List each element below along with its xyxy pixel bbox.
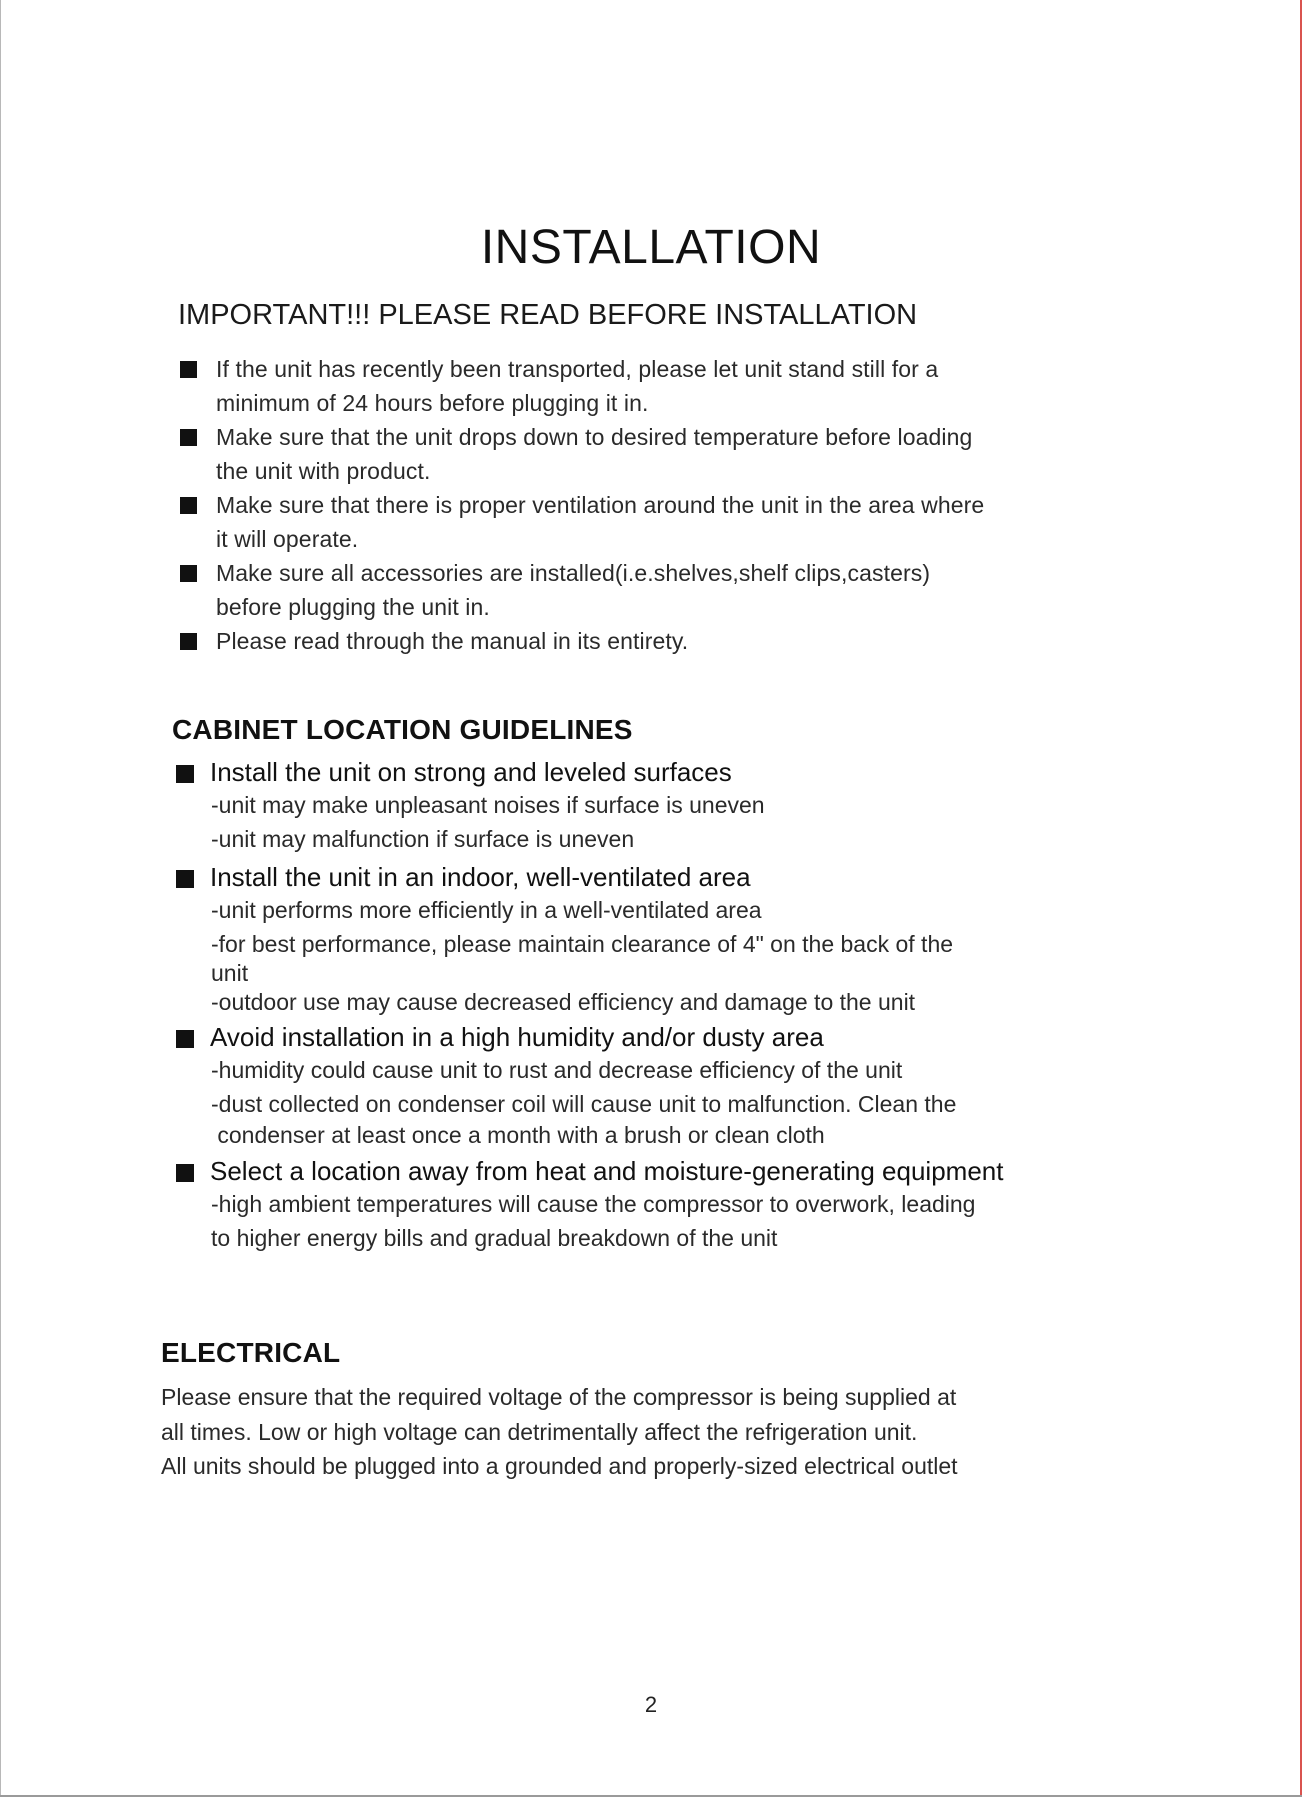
guideline-detail: -for best performance, please maintain clearance of 4" on the back of the <box>211 931 954 957</box>
square-bullet-icon <box>180 633 197 650</box>
list-item <box>178 488 1118 556</box>
list-item <box>178 352 1118 420</box>
list-item <box>178 556 1118 624</box>
list-item-line: before plugging the unit in. <box>216 594 490 620</box>
list-item <box>178 624 1118 658</box>
guideline-detail: condenser at least once a month with a brush or clean cloth <box>211 1122 825 1148</box>
page-title: INSTALLATION <box>480 221 822 274</box>
guideline-detail: -dust collected on condenser coil will cause unit to malfunction. Clean the <box>211 1091 957 1117</box>
guideline-detail: -humidity could cause unit to rust and decrease efficiency of the unit <box>211 1057 903 1083</box>
list-item-line: the unit with product. <box>216 458 431 484</box>
list-item-line: If the unit has recently been transported, please let unit stand still for a <box>216 356 939 382</box>
list-item-line: Make sure all accessories are installed(i.e.shelves,shelf clips,casters) <box>216 560 931 586</box>
square-bullet-icon <box>180 361 197 378</box>
important-heading: IMPORTANT!!! PLEASE READ BEFORE INSTALLATION <box>178 299 918 331</box>
guideline-title-text: Select a location away from heat and moisture-generating equipment <box>210 1156 1004 1186</box>
square-bullet-icon <box>180 497 197 514</box>
guideline-title <box>172 1156 1172 1187</box>
list-item <box>178 420 1118 488</box>
square-bullet-icon <box>176 765 194 783</box>
guideline-detail: unit <box>211 960 249 986</box>
square-bullet-icon <box>180 565 197 582</box>
guideline-title-text: Install the unit in an indoor, well-ventilated area <box>210 862 751 892</box>
square-bullet-icon <box>176 1030 194 1048</box>
guideline-block <box>172 1156 1172 1255</box>
guideline-detail: to higher energy bills and gradual breakdown of the unit <box>211 1225 778 1251</box>
guideline-detail: -high ambient temperatures will cause the compressor to overwork, leading <box>211 1191 976 1217</box>
guideline-detail: -outdoor use may cause decreased efficiency and damage to the unit <box>211 989 916 1015</box>
guideline-title <box>172 757 1172 788</box>
square-bullet-icon <box>176 870 194 888</box>
list-item-line: Please read through the manual in its entirety. <box>216 628 689 654</box>
square-bullet-icon <box>180 429 197 446</box>
guideline-block <box>172 1022 1172 1149</box>
guideline-title <box>172 1022 1172 1053</box>
list-item-line: it will operate. <box>216 526 359 552</box>
guideline-title-text: Avoid installation in a high humidity and/or dusty area <box>210 1022 824 1052</box>
guideline-block <box>172 757 1172 856</box>
important-list <box>178 352 1118 658</box>
electrical-heading: ELECTRICAL <box>161 1337 341 1368</box>
guideline-detail: -unit may malfunction if surface is uneven <box>211 826 635 852</box>
page-number: 2 <box>644 1692 658 1717</box>
guideline-detail: -unit may make unpleasant noises if surface is uneven <box>211 792 765 818</box>
list-item-line: Make sure that the unit drops down to desired temperature before loading <box>216 424 973 450</box>
electrical-line: All units should be plugged into a grounded and properly-sized electrical outlet <box>161 1453 958 1479</box>
electrical-paragraph <box>161 1380 1161 1484</box>
cabinet-location-heading: CABINET LOCATION GUIDELINES <box>172 714 633 745</box>
guideline-title-text: Install the unit on strong and leveled surfaces <box>210 757 732 787</box>
guideline-block <box>172 862 1172 1019</box>
guideline-title <box>172 862 1172 893</box>
list-item-line: Make sure that there is proper ventilation around the unit in the area where <box>216 492 985 518</box>
square-bullet-icon <box>176 1164 194 1182</box>
electrical-line: Please ensure that the required voltage of the compressor is being supplied at <box>161 1384 957 1410</box>
guideline-detail: -unit performs more efficiently in a well-ventilated area <box>211 897 762 923</box>
list-item-line: minimum of 24 hours before plugging it in. <box>216 390 649 416</box>
electrical-line: all times. Low or high voltage can detrimentally affect the refrigeration unit. <box>161 1418 918 1445</box>
